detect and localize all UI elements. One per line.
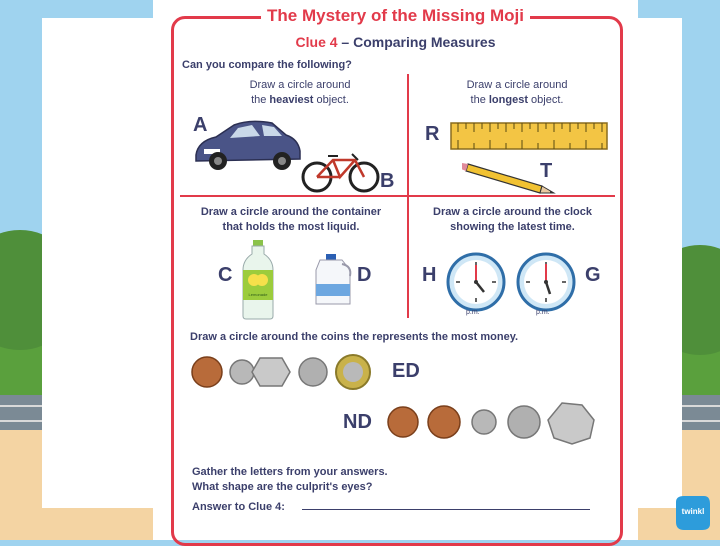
intro-question: Can you compare the following? [182,59,352,71]
clock-instruction: Draw a circle around the clock showing the latest time. [433,206,592,233]
coin-50p-icon [548,403,594,444]
letter-r: R [425,123,440,145]
coin-2p-icon [192,357,222,387]
coin-row-nd [386,400,606,445]
coin-5p-icon [230,360,254,384]
letter-g: G [585,264,601,286]
twinkl-logo-icon [672,492,712,532]
clue-label: Clue 4 [295,34,338,50]
clock-g-icon [516,252,576,312]
heaviest-instruction: Draw a circle around the heaviest object. [249,79,351,106]
label-nd: ND [343,411,372,433]
answer-line[interactable] [302,509,590,510]
letter-t: T [540,160,553,182]
svg-text:twinkl: twinkl [681,507,705,516]
liquid-instruction: Draw a circle around the container that holds the most liquid. [200,206,382,233]
lemonade-bottle-icon [240,240,276,320]
letter-c: C [218,264,233,286]
car-icon [190,115,305,175]
coin-10p-icon [299,358,327,386]
coin-2p-icon [388,407,418,437]
letter-d: D [357,264,372,286]
longest-instruction: Draw a circle around the longest object. [466,79,568,106]
milk-jug-icon [312,254,354,306]
coin-5p-icon [472,410,496,434]
clue-subtitle [153,34,638,50]
footer-line-2: What shape are the culprit's eyes? [192,481,373,493]
coin-2p-icon [428,406,460,438]
letter-h: H [422,264,437,286]
label-ed: ED [392,360,420,382]
coin-20p-icon [252,358,290,386]
pm-label-g: p.m. [536,309,550,316]
worksheet-title: The Mystery of the Missing Moji [153,6,638,26]
clue-dash: – [341,34,350,50]
bottle-label: Lemonade [248,292,268,297]
letter-b: B [380,170,395,192]
coin-10p-icon [508,406,540,438]
coins-instruction: Draw a circle around the coins the represents the most money. [190,331,519,343]
clock-h-icon [446,252,506,312]
answer-label: Answer to Clue 4: [192,501,285,513]
clue-topic: Comparing Measures [353,34,496,50]
section-divider-horizontal [180,195,615,197]
letter-a: A [193,114,208,136]
footer-line-1: Gather the letters from your answers. [192,466,388,478]
bicycle-icon [300,150,382,195]
ruler-icon [450,122,608,150]
pm-label-h: p.m. [466,309,480,316]
coin-row-ed [190,352,390,392]
